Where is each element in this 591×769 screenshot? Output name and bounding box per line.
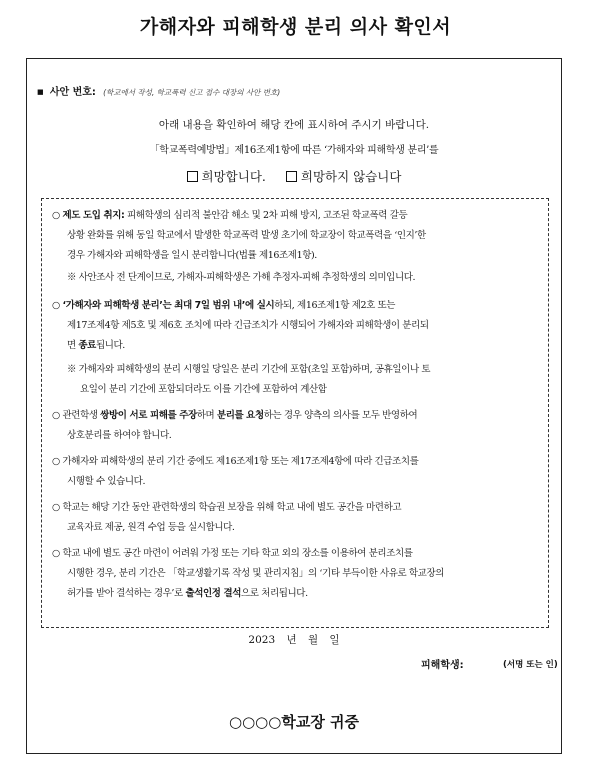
checkbox-icon[interactable] xyxy=(286,171,297,182)
form-frame xyxy=(26,58,562,754)
intro-instruction: 아래 내용을 확인하여 해당 칸에 표시하여 주시기 바랍니다. xyxy=(158,119,430,131)
emphasis-text: 제도 도입 취지: xyxy=(62,210,125,221)
choice-wish-label: 희망합니다. xyxy=(201,169,266,184)
choice-wish[interactable] xyxy=(187,167,266,185)
notice-item-line: 면 종료됩니다. xyxy=(67,340,125,351)
notice-item-line: 경우 가해자와 피해학생을 일시 분리합니다(법률 제16조제1항). xyxy=(67,250,317,261)
notice-item-line: ○ 가해자와 피해학생의 분리 기간 중에도 제16조제1항 또는 제17조제4항에 따라 긴급조치를 xyxy=(52,456,419,467)
notice-item-line: ○ 제도 도입 취지: 피해학생의 심리적 불안감 해소 및 2차 피해 방지, 고조된 학교폭력 갈등 xyxy=(52,210,408,221)
choice-group xyxy=(27,167,561,185)
notice-item-line: 요일이 분리 기간에 포함되더라도 이를 기간에 포함하여 계산함 xyxy=(80,384,327,395)
notice-item-line: 상호분리를 하여야 합니다. xyxy=(67,430,172,441)
emphasis-text: ‘가해자와 피해학생 분리’는 최대 7일 범위 내’에 실시 xyxy=(62,300,275,311)
case-number-label: 사안 번호: xyxy=(49,87,96,98)
square-bullet-icon: ■ xyxy=(37,88,44,96)
checkbox-icon[interactable] xyxy=(187,171,198,182)
intro-legal-basis: 「학교폭력예방법」제16조제1항에 따른 ‘가해자와 피해학생 분리’를 xyxy=(149,145,439,156)
notice-item-line: 교육자료 제공, 원격 수업 등을 실시합니다. xyxy=(67,522,235,533)
choice-not-wish-label: 희망하지 않습니다 xyxy=(300,169,402,184)
notice-item-line: 시행한 경우, 분리 기간은 「학교생활기록 작성 및 관리지침」의 ‘기타 부득이한 사유로 학교장의 xyxy=(67,568,445,579)
notice-item-line: 상황 완화를 위해 동일 학교에서 발생한 학교폭력 발생 초기에 학교장이 학교폭력을 ‘인지’한 xyxy=(67,230,426,241)
notice-item-line: ※ 사안조사 전 단계이므로, 가해자-피해학생은 가해 추정자-피해 추정학생의 의미입니다. xyxy=(67,272,416,283)
date-line: 2023 년 월 일 xyxy=(248,634,340,646)
addressee-principal: ○○○○학교장 귀중 xyxy=(228,713,360,731)
notice-item-line: 시행할 수 있습니다. xyxy=(67,476,146,487)
signer-label: 피해학생: xyxy=(421,660,464,671)
notice-box xyxy=(41,198,549,628)
emphasis-text: 쌍방이 서로 피해를 주장 xyxy=(100,410,197,421)
notice-item-line: ○ ‘가해자와 피해학생 분리’는 최대 7일 범위 내’에 실시하되, 제16조제1항 제2호 또는 xyxy=(52,300,396,311)
notice-item-line: ○ 학교 내에 별도 공간 마련이 어려워 가정 또는 기타 학교 외의 장소를 이용하여 분리조치를 xyxy=(52,548,413,559)
emphasis-text: 분리를 요청 xyxy=(216,410,264,421)
choice-not-wish[interactable] xyxy=(286,167,402,185)
notice-item-line: ○ 학교는 해당 기간 동안 관련학생의 학습권 보장을 위해 학교 내에 별도 공간을 마련하고 xyxy=(52,502,402,513)
notice-item-line: 제17조제4항 제5호 및 제6호 조치에 따라 긴급조치가 시행되어 가해자와 피해학생이 분리되 xyxy=(67,320,429,331)
notice-item-line: ○ 관련학생 쌍방이 서로 피해를 주장하며 분리를 요청하는 경우 양측의 의사를 모두 반영하여 xyxy=(52,410,418,421)
page-title: 가해자와 피해학생 분리 의사 확인서 xyxy=(139,16,452,38)
notice-item-line: ※ 가해자와 피해학생의 분리 시행일 당일은 분리 기간에 포함(초일 포함)하며, 공휴일이나 토 xyxy=(67,364,431,375)
case-number-row xyxy=(37,83,280,98)
emphasis-text: 종료 xyxy=(78,340,96,351)
notice-item-line: 허가를 받아 결석하는 경우’로 출석인정 결석으로 처리됩니다. xyxy=(67,588,308,599)
emphasis-text: 출석인정 결석 xyxy=(185,588,242,599)
case-number-note: (학교에서 작성, 학교폭력 신고 접수 대장의 사안 번호) xyxy=(103,88,281,97)
signature-note: (서명 또는 인) xyxy=(503,660,558,670)
